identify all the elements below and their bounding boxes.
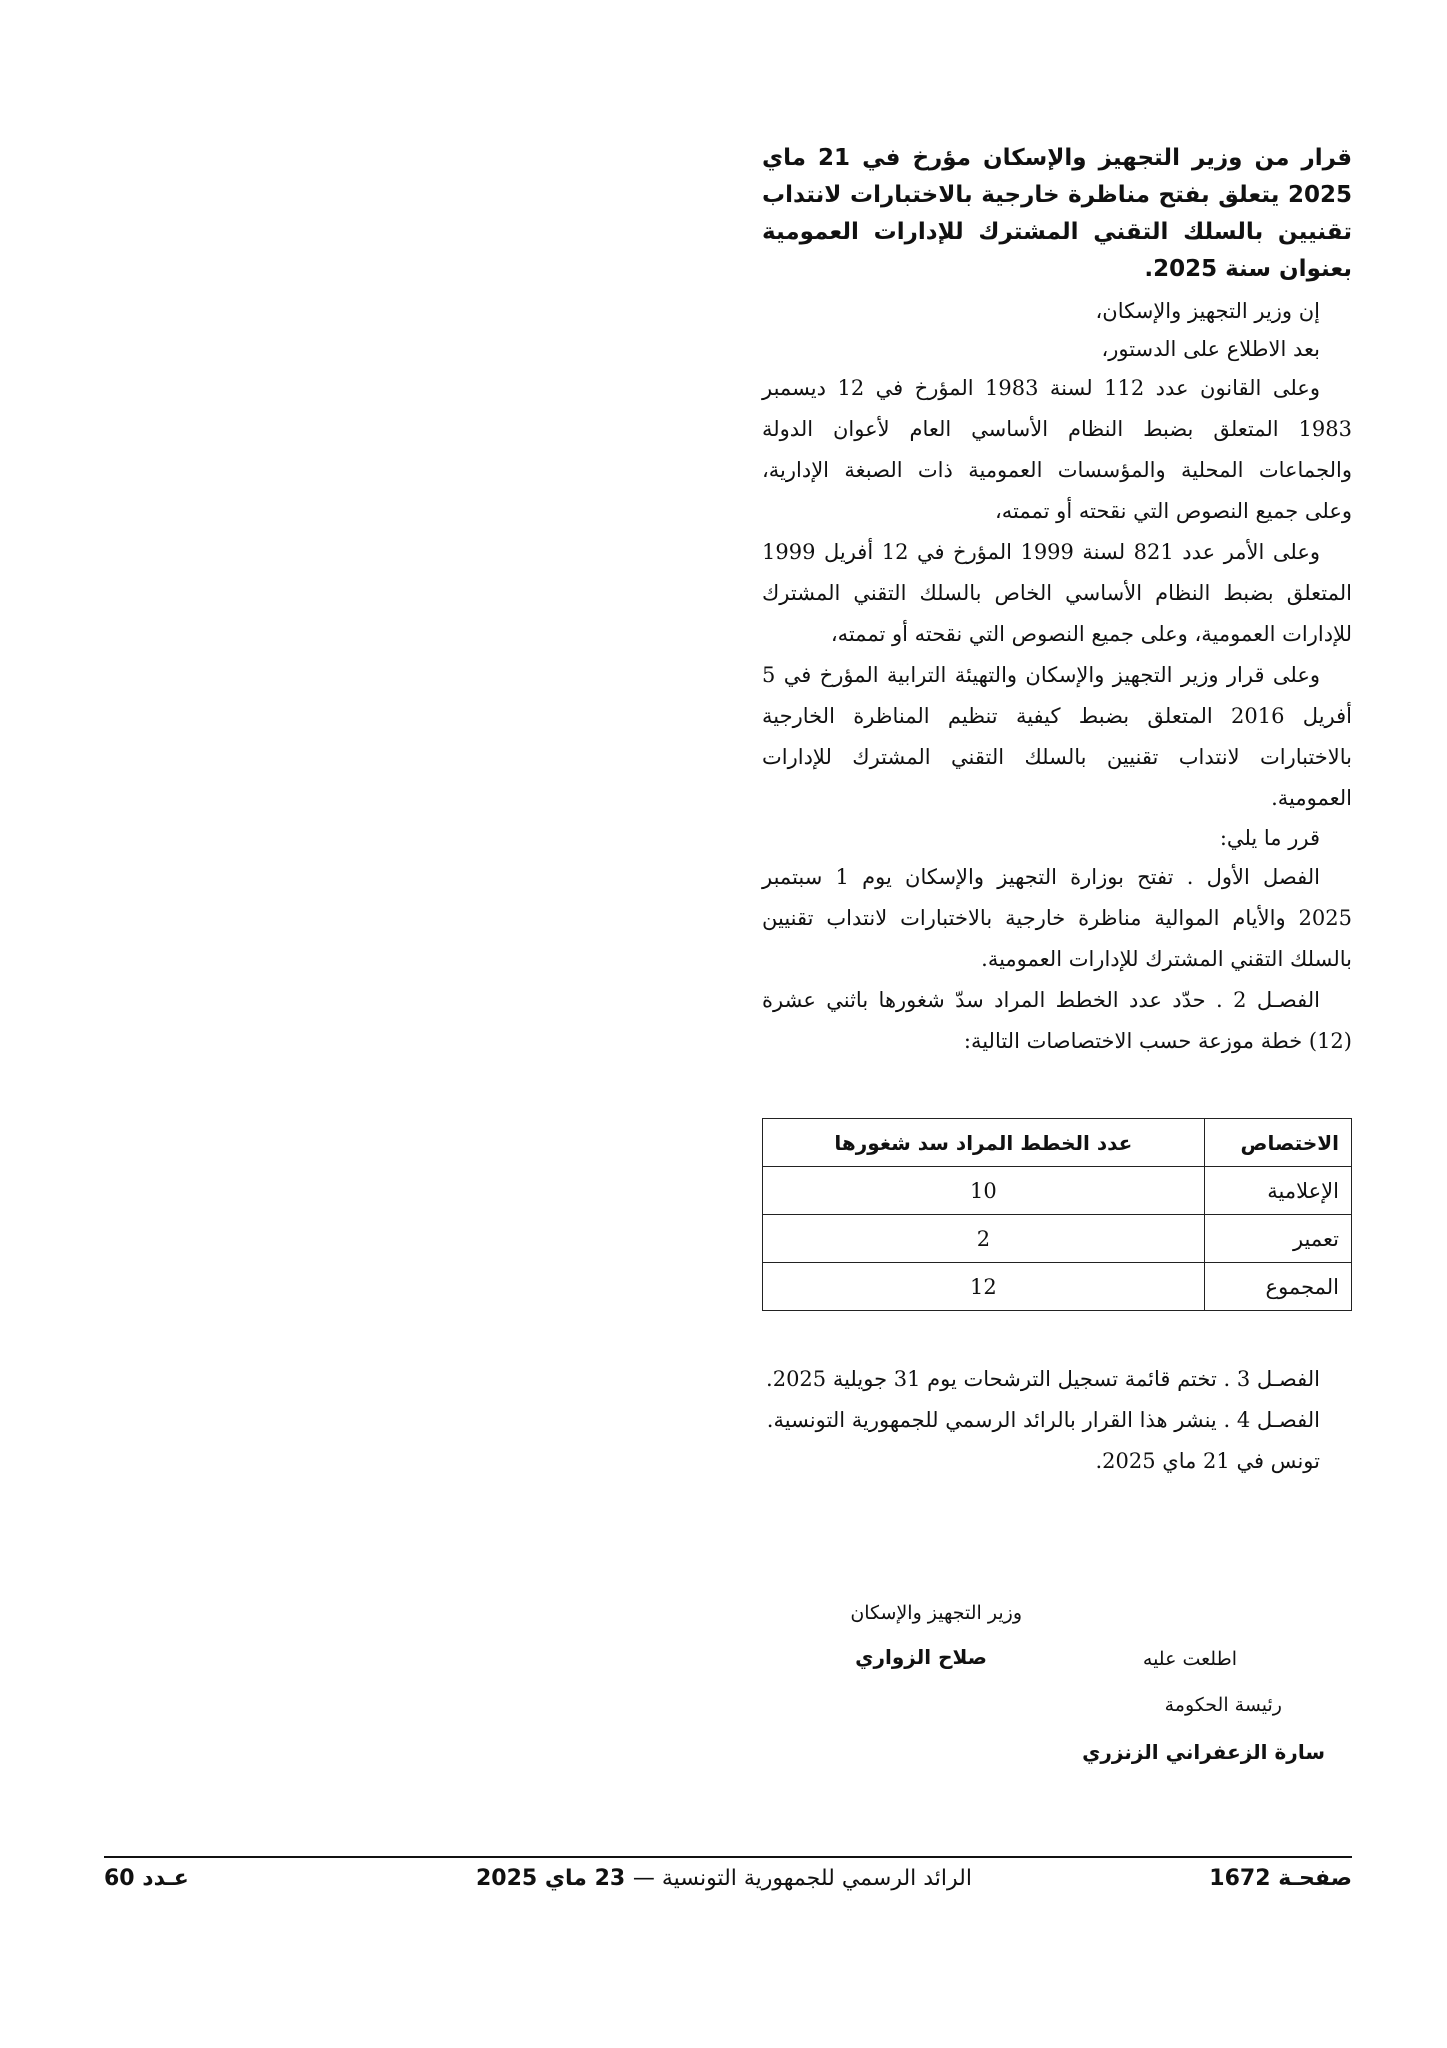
cell-positions: 2 [763, 1215, 1205, 1263]
pm-title: رئيسة الحكومة [1164, 1694, 1282, 1716]
minister-name: صلاح الزواري [855, 1645, 987, 1669]
header-specialty: الاختصاص [1204, 1119, 1351, 1167]
consideration-law: وعلى القانون عدد 112 لسنة 1983 المؤرخ في 12 ديسمبر 1983 المتعلق بضبط النظام الأساسي العام لأعوان الدولة والجماعات المحلية والمؤسسات العمومية ذات الصبغة الإدارية، وعلى جميع النصوص التي نقحته أو تممته، [762, 376, 1352, 523]
article-4: الفصـل 4 . ينشر هذا القرار بالرائد الرسمي للجمهورية التونسية. [766, 1408, 1320, 1432]
table-row [763, 1167, 1352, 1215]
minister-title: وزير التجهيز والإسكان [850, 1602, 1022, 1624]
cell-total-label: المجموع [1204, 1263, 1351, 1311]
pm-name: سارة الزعفراني الزنزري [1082, 1740, 1325, 1764]
cell-positions: 10 [763, 1167, 1205, 1215]
article-3: الفصـل 3 . تختم قائمة تسجيل الترشحات يوم 31 جويلية 2025. [766, 1367, 1320, 1391]
decree-column [762, 140, 1352, 1481]
positions-table-wrapper [762, 1118, 1352, 1311]
cell-total-value: 12 [763, 1263, 1205, 1311]
header-positions: عدد الخطط المراد سد شغورها [763, 1119, 1205, 1167]
footer-journal-name: الرائد الرسمي للجمهورية التونسية — [632, 1866, 972, 1891]
article-2: الفصـل 2 . حدّد عدد الخطط المراد سدّ شغورها باثني عشرة (12) خطة موزعة حسب الاختصاصات التالية: [762, 988, 1352, 1053]
consideration-constitution: بعد الاطلاع على الدستور، [1101, 337, 1320, 361]
consideration-order: وعلى الأمر عدد 821 لسنة 1999 المؤرخ في 12 أفريل 1999 المتعلق بضبط النظام الأساسي الخاص بالسلك التقني المشترك للإدارات العمومية، وعلى جميع النصوص التي نقحته أو تممته، [762, 540, 1352, 646]
decides-line: قرر ما يلي: [1219, 826, 1320, 850]
table-row [763, 1215, 1352, 1263]
footer-date: 23 ماي 2025 [475, 1866, 626, 1891]
cell-specialty: الإعلامية [1204, 1167, 1351, 1215]
article-1: الفصل الأول . تفتح بوزارة التجهيز والإسكان يوم 1 سبتمبر 2025 والأيام الموالية مناظرة خارجية بالاختبارات لانتداب تقنيين بالسلك التقني المشترك للإدارات العمومية. [762, 865, 1352, 971]
decree-intro: إن وزير التجهيز والإسكان، [1095, 299, 1320, 323]
footer-divider [104, 1856, 1352, 1858]
decree-title: قرار من وزير التجهيز والإسكان مؤرخ في 21 ماي 2025 يتعلق بفتح مناظرة خارجية بالاختبارات لانتداب تقنيين بالسلك التقني المشترك للإدارات العمومية بعنوان سنة 2025. [762, 145, 1353, 282]
consideration-ministerial-decree: وعلى قرار وزير التجهيز والإسكان والتهيئة الترابية المؤرخ في 5 أفريل 2016 المتعلق بضبط كيفية تنظيم المناظرة الخارجية بالاختبارات لانتداب تقنيين بالسلك التقني المشترك للإدارات العمومية. [762, 663, 1352, 810]
footer-page-number: صفحـة 1672 [1209, 1866, 1352, 1891]
table-header-row [763, 1119, 1352, 1167]
cell-specialty: تعمير [1204, 1215, 1351, 1263]
seen-label: اطلعت عليه [1142, 1648, 1237, 1670]
footer-journal [476, 1866, 972, 1891]
place-date: تونس في 21 ماي 2025. [1095, 1449, 1320, 1473]
table-row [763, 1263, 1352, 1311]
positions-table [762, 1118, 1352, 1311]
footer-issue: عـدد 60 [104, 1866, 189, 1891]
